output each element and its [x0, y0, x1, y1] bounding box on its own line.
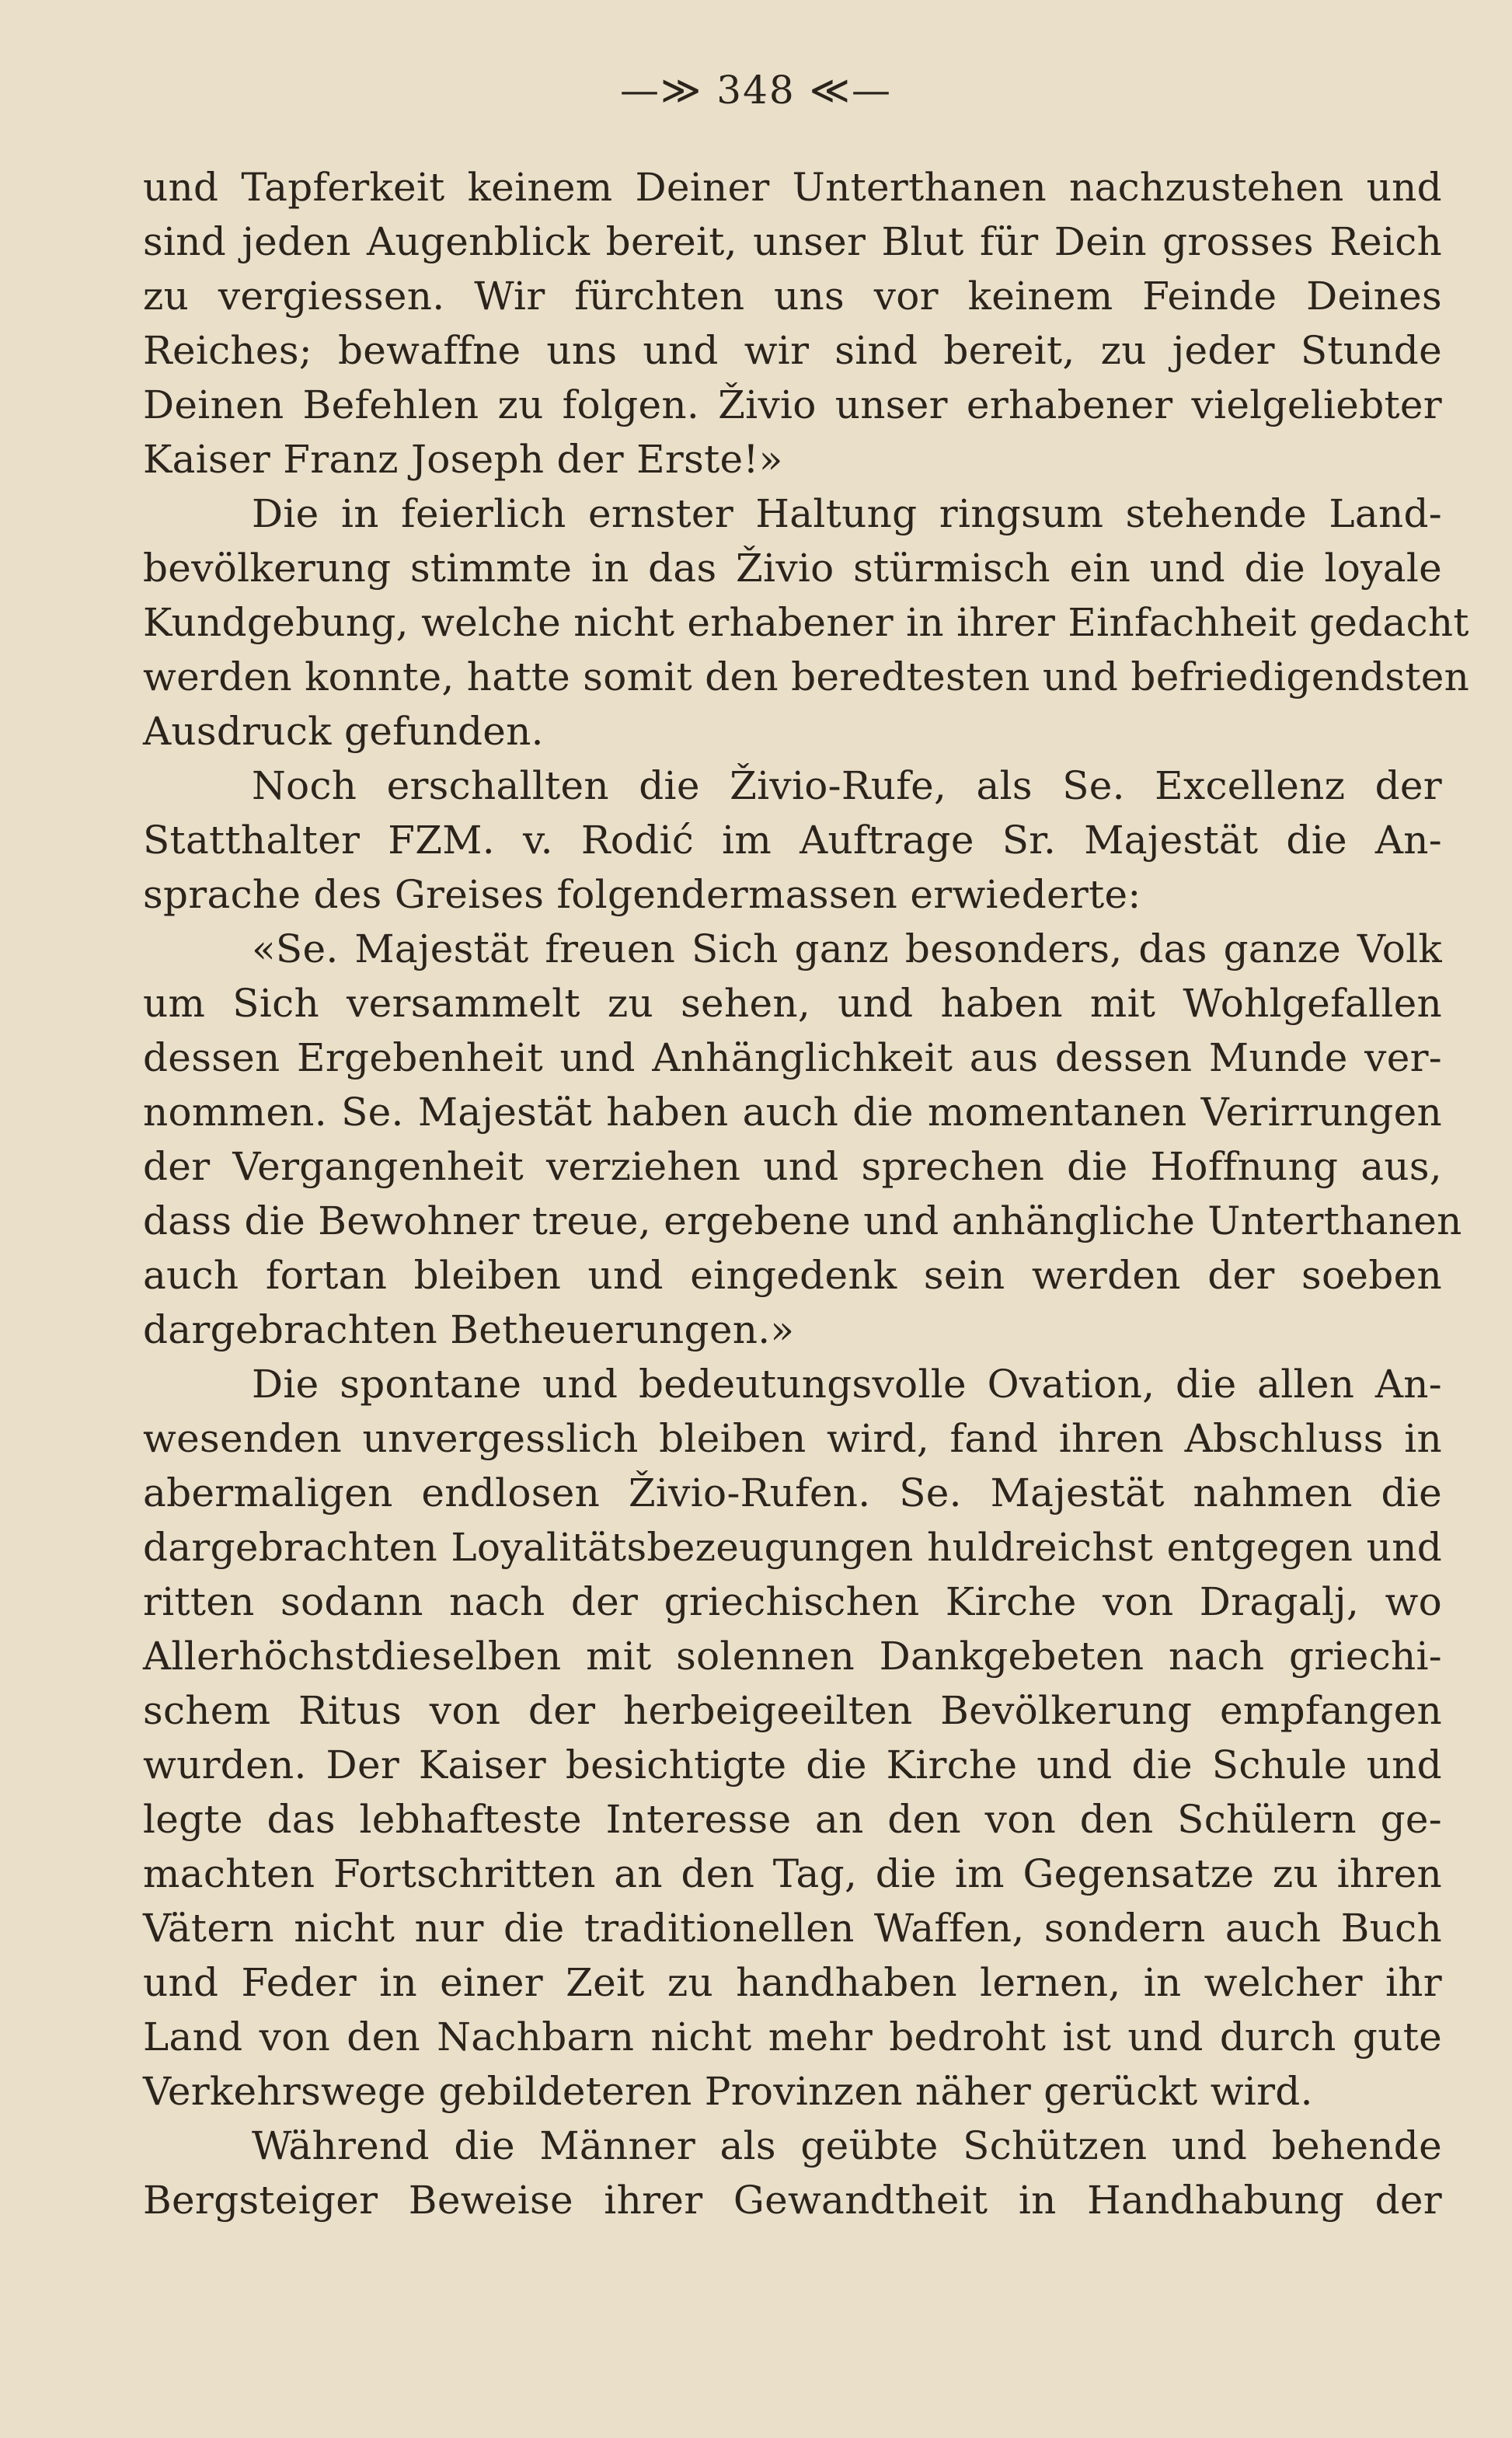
text-line: sprache des Greises folgendermassen erwiederte: [143, 872, 1141, 917]
text-line: um Sich versammelt zu sehen, und haben mit Wohlgefallen [143, 981, 1442, 1026]
text-line: dargebrachten Betheuerungen.» [143, 1307, 795, 1352]
text-line: schem Ritus von der herbeigeeilten Bevölkerung empfangen [143, 1688, 1442, 1733]
text-line: bevölkerung stimmte in das Živio stürmisch ein und die loyale [143, 546, 1442, 591]
text-line: ritten sodann nach der griechischen Kirche von Dragalj, wo [143, 1579, 1442, 1624]
text-line: Kaiser Franz Joseph der Erste!» [143, 437, 783, 482]
text-line: Kundgebung, welche nicht erhabener in ihrer Einfachheit gedacht [143, 600, 1469, 645]
text-line: Noch erschallten die Živio-Rufe, als Se. Excellenz der [252, 763, 1442, 808]
text-line: dessen Ergebenheit und Anhänglichkeit aus dessen Munde ver- [143, 1035, 1442, 1080]
text-line: auch fortan bleiben und eingedenk sein werden der soeben [143, 1253, 1442, 1298]
text-line: Während die Männer als geübte Schützen und behende [252, 2123, 1442, 2168]
text-line: der Vergangenheit verziehen und sprechen die Hoffnung aus, [143, 1144, 1442, 1189]
text-line: nommen. Se. Majestät haben auch die momentanen Verirrungen [143, 1090, 1442, 1135]
text-line: Deinen Befehlen zu folgen. Živio unser erhabener vielgeliebter [143, 382, 1442, 427]
text-line: werden konnte, hatte somit den beredtesten und befriedigendsten [143, 654, 1470, 699]
text-line: machten Fortschritten an den Tag, die im Gegensatze zu ihren [143, 1851, 1442, 1896]
text-line: sind jeden Augenblick bereit, unser Blut für Dein grosses Reich [143, 219, 1442, 264]
text-line: Statthalter FZM. v. Rodić im Auftrage Sr. Majestät die An- [143, 818, 1442, 863]
text-line: Allerhöchstdieselben mit solennen Dankgebeten nach griechi- [143, 1634, 1442, 1679]
text-line: und Tapferkeit keinem Deiner Unterthanen nachzustehen und [143, 165, 1442, 210]
body-text [143, 160, 1470, 2227]
text-line: zu vergiessen. Wir fürchten uns vor keinem Feinde Deines [143, 274, 1442, 319]
text-line: und Feder in einer Zeit zu handhaben lernen, in welcher ihr [143, 1960, 1442, 2005]
text-line: wurden. Der Kaiser besichtigte die Kirche und die Schule und [143, 1742, 1442, 1788]
text-line: «Se. Majestät freuen Sich ganz besonders, das ganze Volk [252, 926, 1442, 971]
text-line: wesenden unvergesslich bleiben wird, fand ihren Abschluss in [143, 1416, 1442, 1461]
text-line: legte das lebhafteste Interesse an den von den Schülern ge- [143, 1797, 1442, 1842]
text-line: Bergsteiger Beweise ihrer Gewandtheit in Handhabung der [143, 2178, 1442, 2223]
page-number-header: —≫ 348 ≪— [620, 68, 892, 113]
text-line: Vätern nicht nur die traditionellen Waffen, sondern auch Buch [143, 1906, 1442, 1951]
text-line: Die in feierlich ernster Haltung ringsum stehende Land- [252, 491, 1442, 536]
text-line: Die spontane und bedeutungsvolle Ovation, die allen An- [252, 1362, 1442, 1407]
text-line: dargebrachten Loyalitätsbezeugungen huldreichst entgegen und [143, 1525, 1442, 1570]
text-line: Reiches; bewaffne uns und wir sind bereit, zu jeder Stunde [143, 328, 1442, 373]
text-line: Land von den Nachbarn nicht mehr bedroht ist und durch gute [143, 2014, 1442, 2060]
text-line: Verkehrswege gebildeteren Provinzen näher gerückt wird. [143, 2069, 1313, 2114]
text-line: abermaligen endlosen Živio-Rufen. Se. Majestät nahmen die [143, 1470, 1442, 1515]
text-line: Ausdruck gefunden. [143, 709, 544, 754]
text-line: dass die Bewohner treue, ergebene und anhängliche Unterthanen [143, 1198, 1462, 1243]
